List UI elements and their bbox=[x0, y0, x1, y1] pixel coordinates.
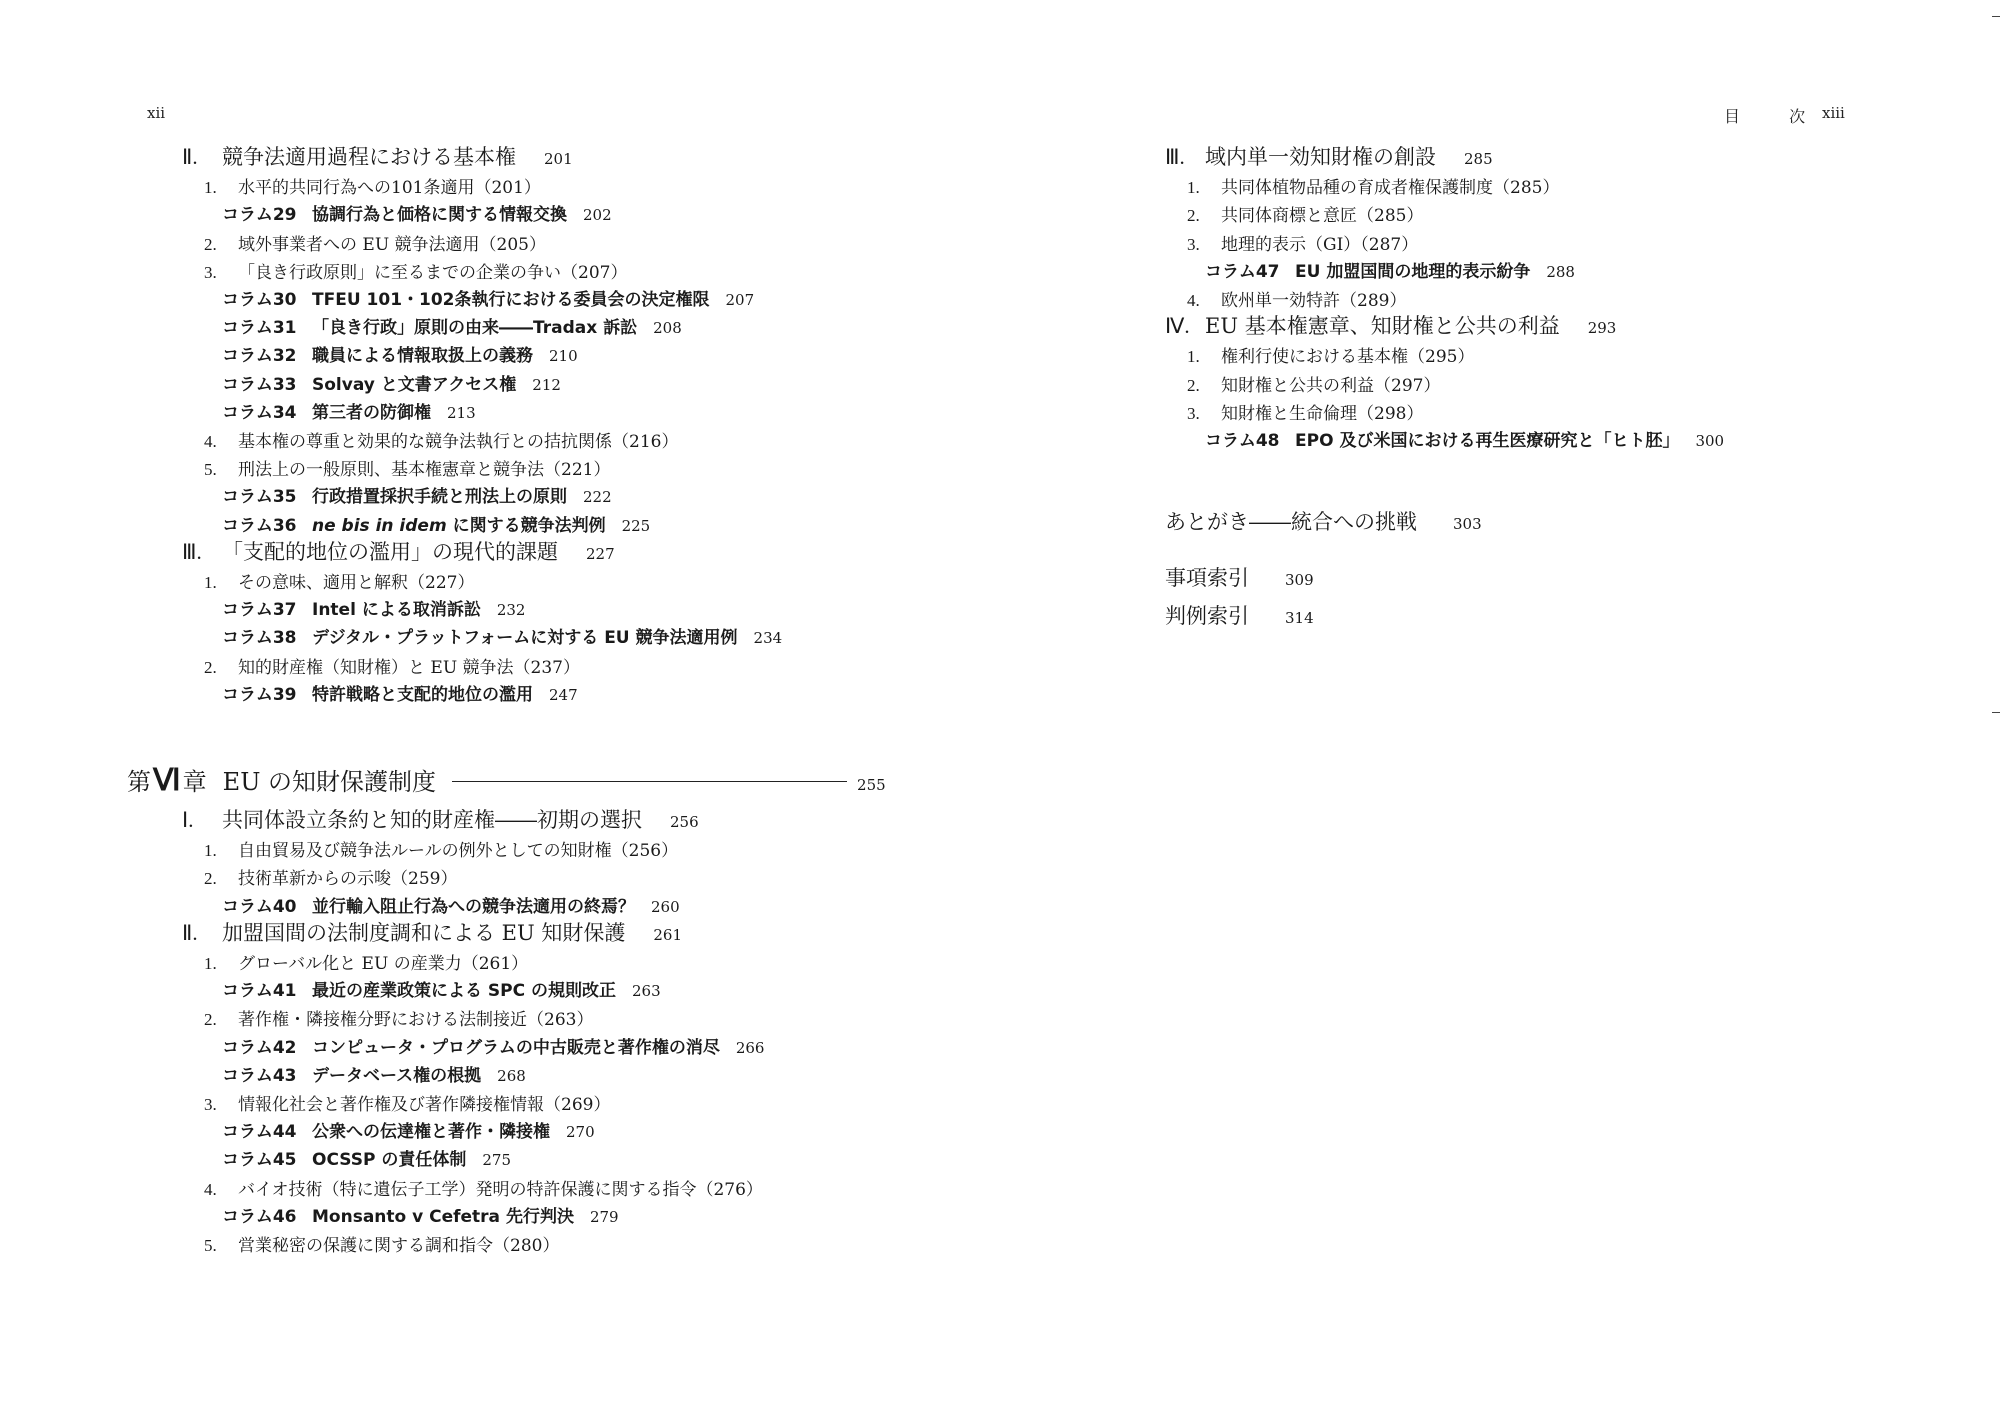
column-tag: コラム30 bbox=[222, 290, 297, 310]
toc-entry-col bbox=[222, 515, 651, 536]
toc-entry-col bbox=[222, 292, 754, 309]
column-tag: コラム44 bbox=[222, 1122, 297, 1143]
toc-entry-sub bbox=[204, 461, 610, 479]
chapter-heading bbox=[127, 762, 886, 798]
column-tag: コラム29 bbox=[222, 205, 297, 226]
subsection-title: 著作権・隣接権分野における法制接近（263） bbox=[238, 1010, 594, 1031]
toc-entry-sub bbox=[204, 179, 541, 197]
column-tag: コラム31 bbox=[222, 318, 297, 339]
column-title bbox=[312, 1038, 720, 1058]
subsection-number: 2. bbox=[1187, 206, 1200, 226]
toc-entry-sec bbox=[182, 920, 683, 945]
column-title bbox=[312, 516, 606, 536]
toc-entry-col bbox=[222, 207, 612, 224]
column-title bbox=[312, 628, 738, 648]
subsection-title: 共同体商標と意匠（285） bbox=[1221, 206, 1424, 227]
chapter-prefix: 第 bbox=[127, 768, 151, 796]
chapter-title: EU の知財保護制度 bbox=[222, 768, 437, 796]
column-title bbox=[312, 290, 710, 310]
section-title: 域内単一効知財権の創設 bbox=[1205, 145, 1436, 169]
page-number: 293 bbox=[1587, 319, 1617, 338]
column-tag: コラム39 bbox=[222, 684, 297, 705]
column-title bbox=[312, 487, 567, 507]
subsection-number: 2. bbox=[204, 657, 217, 677]
subsection-title: 共同体植物品種の育成者権保護制度（285） bbox=[1221, 178, 1560, 199]
section-title: 「支配的地位の濫用」の現代的課題 bbox=[222, 539, 558, 564]
toc-entry-col bbox=[222, 983, 661, 1000]
subsection-title: 自由貿易及び競争法ルールの例外としての知財権（256） bbox=[238, 841, 679, 862]
column-tag: コラム34 bbox=[222, 402, 297, 423]
section-number: Ⅱ. bbox=[182, 920, 198, 945]
left-folio: xii bbox=[147, 104, 166, 122]
page-number: 227 bbox=[586, 544, 615, 563]
chapter-page: 255 bbox=[857, 776, 886, 794]
column-title-text: 協調行為と価格に関する情報交換 bbox=[312, 205, 567, 226]
column-tag: コラム41 bbox=[222, 981, 297, 1002]
column-title bbox=[312, 318, 637, 338]
right-folio: xiii bbox=[1822, 104, 1845, 122]
column-title bbox=[1295, 262, 1530, 282]
page-number: 268 bbox=[497, 1066, 526, 1085]
toc-entry-sec bbox=[1165, 147, 1493, 168]
toc-entry-sub bbox=[204, 1181, 763, 1199]
backmatter-entry bbox=[1165, 568, 1314, 589]
column-title-text: Intel による取消訴訟 bbox=[312, 600, 481, 621]
column-title bbox=[312, 375, 516, 395]
toc-entry-col bbox=[222, 1124, 595, 1141]
toc-entry-col bbox=[222, 630, 782, 647]
page-number: 247 bbox=[549, 685, 578, 704]
column-title-text: OCSSP の責任体制 bbox=[312, 1150, 467, 1171]
section-title: EU 基本権憲章、知財権と公共の利益 bbox=[1205, 314, 1560, 339]
backmatter-entry bbox=[1165, 512, 1482, 533]
toc-entry-sub bbox=[204, 433, 678, 451]
page-number: 210 bbox=[549, 347, 578, 366]
toc-entry-sub bbox=[204, 842, 678, 860]
subsection-title: 知財権と生命倫理（298） bbox=[1221, 403, 1424, 424]
column-title-text: Monsanto v Cefetra 先行判決 bbox=[312, 1206, 574, 1227]
column-title bbox=[312, 403, 431, 423]
subsection-number: 3. bbox=[1187, 234, 1200, 254]
toc-entry-sub bbox=[1187, 405, 1423, 423]
column-title-text: 第三者の防御権 bbox=[312, 402, 431, 423]
page-number: 207 bbox=[725, 291, 755, 309]
subsection-title: 地理的表示（GI）（287） bbox=[1221, 234, 1419, 255]
toc-entry-sub bbox=[1187, 179, 1559, 197]
toc-entry-sub bbox=[1187, 348, 1474, 366]
page-number: 266 bbox=[735, 1038, 765, 1057]
page-number: 314 bbox=[1285, 609, 1314, 627]
backmatter-title: 事項索引 bbox=[1165, 566, 1249, 590]
page-number: 288 bbox=[1546, 262, 1575, 281]
toc-entry-col bbox=[222, 684, 578, 705]
column-title bbox=[312, 346, 533, 366]
subsection-number: 4. bbox=[204, 1179, 217, 1199]
section-number: Ⅲ. bbox=[1165, 145, 1185, 169]
column-tag: コラム37 bbox=[222, 600, 297, 621]
toc-entry-sub bbox=[204, 1096, 610, 1114]
column-tag: コラム43 bbox=[222, 1065, 297, 1086]
toc-entry-col bbox=[222, 320, 682, 337]
subsection-title: 知的財産権（知財権）と EU 競争法（237） bbox=[238, 657, 580, 678]
page-number: 232 bbox=[496, 601, 526, 620]
subsection-title: 域外事業者への EU 競争法適用（205） bbox=[238, 234, 546, 255]
toc-entry-sub bbox=[204, 1011, 593, 1029]
toc-entry-col bbox=[222, 348, 578, 365]
page-number: 213 bbox=[447, 403, 476, 422]
crop-mark bbox=[1992, 712, 2000, 713]
column-tag: コラム38 bbox=[222, 628, 297, 649]
column-tag: コラム47 bbox=[1205, 261, 1280, 282]
toc-entry-col bbox=[222, 402, 476, 423]
subsection-number: 3. bbox=[204, 1095, 217, 1114]
column-tag: コラム40 bbox=[222, 896, 297, 917]
subsection-title: 権利行使における基本権（295） bbox=[1221, 347, 1475, 368]
toc-entry-sub bbox=[204, 574, 474, 592]
subsection-number: 1. bbox=[204, 573, 217, 592]
toc-entry-sec bbox=[182, 810, 699, 831]
subsection-number: 4. bbox=[1187, 291, 1200, 310]
page-number: 260 bbox=[651, 897, 680, 916]
page-number: 309 bbox=[1285, 571, 1314, 589]
column-title-text: コンピュータ・プログラムの中古販売と著作権の消尽 bbox=[312, 1037, 720, 1058]
subsection-title: その意味、適用と解釈（227） bbox=[238, 573, 475, 593]
toc-entry-sub bbox=[204, 1237, 559, 1255]
toc-entry-sub bbox=[1187, 292, 1406, 310]
toc-entry-col bbox=[222, 1037, 765, 1058]
subsection-title: 刑法上の一般原則、基本権憲章と競争法（221） bbox=[238, 460, 611, 481]
subsection-number: 5. bbox=[204, 460, 217, 480]
column-tag: コラム42 bbox=[222, 1037, 297, 1058]
column-tag: コラム46 bbox=[222, 1206, 297, 1227]
right-running-head: 目 次 bbox=[1724, 107, 1828, 126]
subsection-number: 2. bbox=[204, 1010, 217, 1030]
toc-entry-sub bbox=[204, 236, 546, 254]
page-number: 263 bbox=[632, 982, 661, 1001]
page-number: 303 bbox=[1453, 515, 1482, 533]
column-title-text: 公衆への伝達権と著作・隣接権 bbox=[312, 1122, 550, 1143]
chapter-suffix: 章 bbox=[182, 768, 207, 796]
column-title-text: 職員による情報取扱上の義務 bbox=[312, 346, 533, 367]
page-number: 201 bbox=[544, 150, 573, 168]
toc-entry-sub bbox=[1187, 236, 1418, 254]
section-title: 共同体設立条約と知的財産権――初期の選択 bbox=[222, 808, 642, 832]
page-number: 285 bbox=[1464, 150, 1493, 168]
toc-entry-col bbox=[222, 896, 680, 917]
column-title-text: Solvay と文書アクセス権 bbox=[312, 374, 517, 395]
subsection-number: 5. bbox=[204, 1236, 217, 1255]
toc-entry-col bbox=[222, 489, 612, 506]
toc-entry-sub bbox=[1187, 207, 1423, 225]
page-number: 208 bbox=[653, 319, 682, 338]
page-number: 256 bbox=[670, 813, 699, 831]
column-title-text: EPO 及び米国における再生医療研究と「ヒト胚」 bbox=[1295, 431, 1680, 451]
column-title bbox=[312, 1122, 550, 1142]
subsection-title: グローバル化と EU の産業力（261） bbox=[238, 954, 529, 974]
column-title bbox=[1295, 431, 1679, 451]
column-tag: コラム36 bbox=[222, 515, 297, 536]
toc-entry-col bbox=[1205, 261, 1575, 282]
subsection-title: 技術革新からの示唆（259） bbox=[238, 869, 458, 890]
subsection-number: 2. bbox=[204, 869, 217, 889]
column-title-text: 行政措置採択手続と刑法上の原則 bbox=[312, 487, 567, 508]
column-title bbox=[312, 1150, 466, 1170]
toc-entry-col bbox=[222, 1065, 526, 1086]
section-title: 加盟国間の法制度調和による EU 知財保護 bbox=[222, 920, 626, 945]
section-number: Ⅲ. bbox=[182, 539, 202, 564]
subsection-title: 欧州単一効特許（289） bbox=[1221, 291, 1407, 311]
subsection-number: 1. bbox=[1187, 178, 1200, 198]
toc-entry-col bbox=[1205, 433, 1724, 450]
section-number: Ⅳ. bbox=[1165, 314, 1190, 339]
page-number: 275 bbox=[482, 1151, 511, 1170]
subsection-number: 4. bbox=[204, 432, 217, 451]
subsection-title: 水平的共同行為への101条適用（201） bbox=[238, 178, 541, 199]
backmatter-title: 判例索引 bbox=[1165, 604, 1249, 628]
column-tag: コラム35 bbox=[222, 487, 297, 508]
column-title-text: 特許戦略と支配的地位の濫用 bbox=[312, 684, 533, 705]
column-title bbox=[312, 1207, 574, 1227]
toc-entry-sub bbox=[204, 870, 457, 888]
backmatter-entry bbox=[1165, 606, 1314, 627]
column-title-italic: ne bis in idem bbox=[312, 515, 447, 536]
column-title-text: 並行輸入阻止行為への競争法適用の終焉？ bbox=[312, 896, 635, 917]
toc-entry-sec bbox=[182, 539, 615, 564]
section-title: 競争法適用過程における基本権 bbox=[222, 145, 516, 169]
subsection-number: 2. bbox=[204, 234, 217, 254]
page-number: 212 bbox=[532, 375, 561, 394]
column-title bbox=[312, 1066, 481, 1086]
subsection-number: 2. bbox=[1187, 375, 1200, 395]
subsection-title: 営業秘密の保護に関する調和指令（280） bbox=[238, 1236, 560, 1256]
column-title-text: デジタル・プラットフォームに対する EU 競争法適用例 bbox=[312, 628, 738, 649]
column-tag: コラム48 bbox=[1205, 431, 1280, 451]
toc-entry-sub bbox=[204, 264, 627, 282]
subsection-title: バイオ技術（特に遺伝子工学）発明の特許保護に関する指令（276） bbox=[238, 1179, 763, 1200]
subsection-title: 情報化社会と著作権及び著作隣接権情報（269） bbox=[238, 1095, 611, 1115]
column-tag: コラム33 bbox=[222, 374, 297, 395]
column-title bbox=[312, 897, 635, 917]
toc-entry-col bbox=[222, 374, 561, 395]
column-title bbox=[312, 600, 481, 620]
toc-entry-sec bbox=[1165, 316, 1616, 337]
backmatter-title: あとがき――統合への挑戦 bbox=[1165, 510, 1417, 534]
toc-entry-col bbox=[222, 1152, 511, 1169]
page-number: 270 bbox=[566, 1123, 595, 1142]
column-title-text: TFEU 101・102条執行における委員会の決定権限 bbox=[312, 290, 710, 310]
subsection-number: 1. bbox=[204, 841, 217, 861]
column-title bbox=[312, 205, 567, 225]
page-number: 225 bbox=[621, 516, 651, 535]
subsection-number: 3. bbox=[204, 262, 217, 282]
page-number: 261 bbox=[653, 925, 683, 944]
crop-mark bbox=[1992, 16, 2000, 17]
column-title-text: に関する競争法判例 bbox=[446, 515, 606, 536]
page-number: 222 bbox=[583, 488, 612, 507]
toc-entry-sec bbox=[182, 147, 573, 168]
page-number: 279 bbox=[589, 1207, 619, 1226]
column-title bbox=[312, 685, 533, 705]
page-number: 300 bbox=[1695, 432, 1725, 450]
column-title-text: データベース権の根拠 bbox=[312, 1065, 482, 1086]
section-number: Ⅱ. bbox=[182, 145, 198, 169]
subsection-number: 1. bbox=[204, 954, 217, 973]
column-tag: コラム32 bbox=[222, 346, 297, 367]
subsection-number: 1. bbox=[1187, 347, 1200, 367]
column-title-text: 「良き行政」原則の由来――Tradax 訴訟 bbox=[312, 318, 638, 339]
column-title bbox=[312, 981, 616, 1001]
page-number: 202 bbox=[583, 206, 612, 225]
section-number: Ⅰ. bbox=[182, 808, 194, 832]
chapter-leader-rule bbox=[452, 781, 847, 782]
subsection-title: 「良き行政原則」に至るまでの企業の争い（207） bbox=[238, 262, 628, 283]
toc-entry-sub bbox=[204, 659, 580, 677]
column-title-text: 最近の産業政策による SPC の規則改正 bbox=[312, 981, 617, 1002]
column-title-text: EU 加盟国間の地理的表示紛争 bbox=[1295, 261, 1531, 282]
column-tag: コラム45 bbox=[222, 1150, 297, 1171]
toc-entry-sub bbox=[204, 955, 528, 973]
toc-entry-sub bbox=[1187, 377, 1440, 395]
page-number: 234 bbox=[753, 629, 783, 648]
toc-entry-col bbox=[222, 602, 525, 619]
right-page bbox=[1000, 0, 2000, 1419]
subsection-title: 基本権の尊重と効果的な競争法執行との拮抗関係（216） bbox=[238, 432, 679, 452]
toc-entry-col bbox=[222, 1206, 619, 1227]
subsection-number: 3. bbox=[1187, 403, 1200, 423]
chapter-number: Ⅵ bbox=[153, 764, 181, 797]
subsection-number: 1. bbox=[204, 178, 217, 198]
subsection-title: 知財権と公共の利益（297） bbox=[1221, 375, 1441, 396]
